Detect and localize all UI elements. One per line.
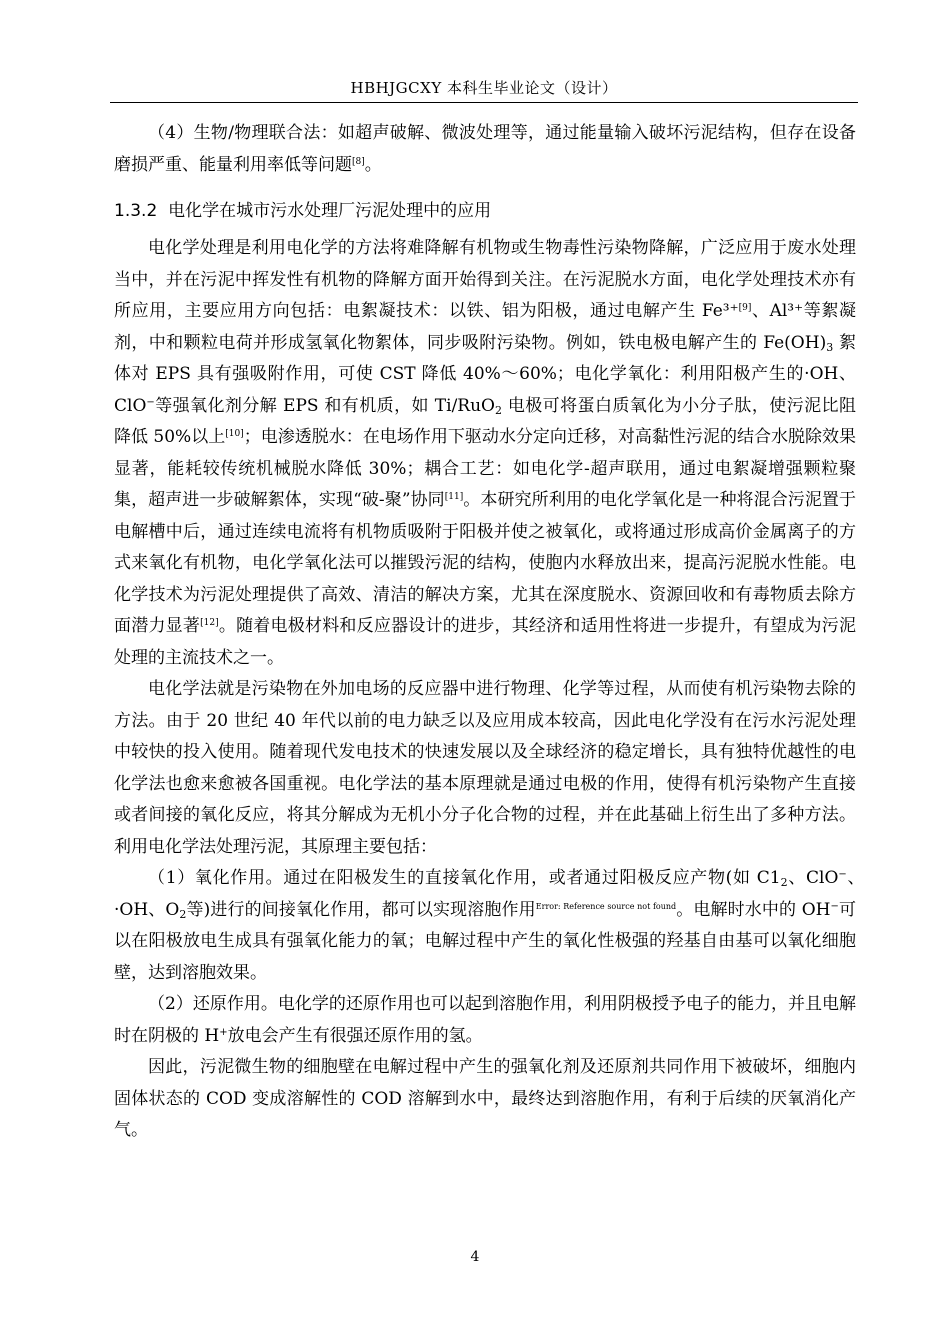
text-run: 等)进行的间接氧化作用，都可以实现溶胞作用	[186, 899, 536, 920]
text-run: ；电渗透脱水：在电场作用下驱动水分定向迁移，对高黏性污泥的结合水脱除效果显著，能耗较传统机械脱水降低 30%；耦合工艺：如电化学-超声联用，通过电絮凝增强颗粒聚集，超声进一步破解絮体，实现“破-聚”协同	[114, 427, 856, 510]
text-run: 、Al³⁺等絮凝剂，中和颗粒电荷并形成氢氧化物絮体，同步吸附污染物。例如，铁电极电解产生的 Fe(OH)	[114, 301, 856, 353]
text-run: （1）氧化作用。通过在阳极发生的直接氧化作用，或者通过阳极反应产物(如 C1	[148, 868, 781, 888]
section-number: 1.3.2	[114, 201, 158, 221]
paragraph-reduction	[114, 989, 856, 1052]
citation-12: [12]	[200, 618, 219, 628]
text-run: 。	[364, 154, 382, 175]
text-run: （4）生物/物理联合法：如超声破解、微波处理等，通过能量输入破坏污泥结构，但存在设备磨损严重、能量利用率低等问题	[114, 123, 856, 175]
text-run: 等强氧化剂分解 EPS 和有机质，如 Ti/RuO	[154, 395, 495, 416]
section-heading	[114, 195, 856, 227]
text-run: 。随着电极材料和反应器设计的进步，其经济和适用性将进一步提升，有望成为污泥处理的主流技术之一。	[114, 616, 857, 668]
text-run: 放电会产生有很强还原作用的氢。	[227, 1025, 483, 1046]
citation-11: [11]	[444, 492, 464, 502]
page-number: 4	[470, 1249, 480, 1265]
paragraph-oxidation	[114, 863, 856, 989]
body-text	[114, 118, 856, 1147]
paragraph-combined-method	[114, 118, 856, 181]
text-run: 、ClO	[787, 868, 839, 888]
text-run: 电化学处理是利用电化学的方法将难降解有机物或生物毒性污染物降解，广泛应用于废水处理当中，并在污泥中挥发性有机物的降解方面开始得到关注。在污泥脱水方面，电化学处理技术亦有所应用，主要应用方向包括：电絮凝技术：以铁、铝为阳极，通过电解产生 Fe³⁺	[114, 238, 856, 321]
paragraph-electrochemical-method: 电化学法就是污染物在外加电场的反应器中进行物理、化学等过程，从而使有机污染物去除的方法。由于 20 世纪 40 年代以前的电力缺乏以及应用成本较高，因此电化学没有在污水污泥处理中较快的投入使用。随着现代发电技术的快速发展以及全球经济的稳定增长，具有独特优越性的电化学法也愈来愈被各国重视。电化学法的基本原理就是通过电极的作用，使得有机污染物产生直接或者间接的氧化反应，将其分解成为无机小分子化合物的过程，并在此基础上衍生出了多种方法。利用电化学法处理污泥，其原理主要包括：	[114, 679, 856, 857]
text-run: 。电解时水中的 OH	[676, 899, 831, 920]
paragraph-electrochemistry-applications	[114, 233, 856, 674]
subscript: 2	[179, 907, 187, 921]
citation-8: [8]	[352, 156, 365, 167]
paragraph-conclusion: 因此，污泥微生物的细胞壁在电解过程中产生的强氧化剂及还原剂共同作用下被破坏，细胞内固体状态的 COD 变成溶解性的 COD 溶解到水中，最终达到溶胞作用，有利于后续的厌氧消化产气。	[114, 1057, 856, 1140]
superscript-charge: −	[146, 396, 155, 408]
reference-error: Error: Reference source not found	[535, 901, 677, 911]
text-run: （2）还原作用。电化学的还原作用也可以起到溶胞作用，利用阴极授予电子的能力，并且电解时在阴极的 H	[114, 994, 856, 1046]
section-title: 电化学在城市污水处理厂污泥处理中的应用	[168, 201, 492, 221]
text-run: 可以在阳极放电生成具有强氧化能力的氧；电解过程中产生的氧化性极强的羟基自由基可以氧化细胞壁，达到溶胞效果。	[114, 899, 857, 983]
subscript: 2	[780, 876, 788, 889]
subscript: 3	[826, 340, 834, 354]
superscript-charge: −	[830, 900, 839, 912]
citation-10: [10]	[225, 429, 244, 439]
text-run: 絮体对 EPS 具有强吸附作用，可使 CST 降低 40%～60%；电化学氧化：利用阳极产生的·OH、ClO	[114, 332, 856, 416]
citation-9: [9]	[738, 303, 752, 313]
subscript: 2	[494, 403, 502, 417]
header-rule	[110, 102, 858, 103]
running-header: HBHJGCXY 本科生毕业论文（设计）	[350, 79, 618, 97]
text-run: 、·OH、O	[114, 868, 857, 920]
superscript-charge: −	[838, 869, 847, 880]
text-run: 。本研究所利用的电化学氧化是一种将混合污泥置于电解槽中后，通过连续电流将有机物质吸附于阳极并使之被氧化，或将通过形成高价金属离子的方式来氧化有机物，电化学氧化法可以摧毁污泥的结构，使胞内水释放出来，提高污泥脱水性能。电化学技术为污泥处理提供了高效、清洁的解决方案，尤其在深度脱水、资源回收和有毒物质去除方面潜力显著	[114, 490, 856, 636]
text-run: 电极可将蛋白质氧化为小分子肽，使污泥比阻降低 50%以上	[114, 395, 856, 447]
superscript-charge: +	[219, 1026, 228, 1038]
